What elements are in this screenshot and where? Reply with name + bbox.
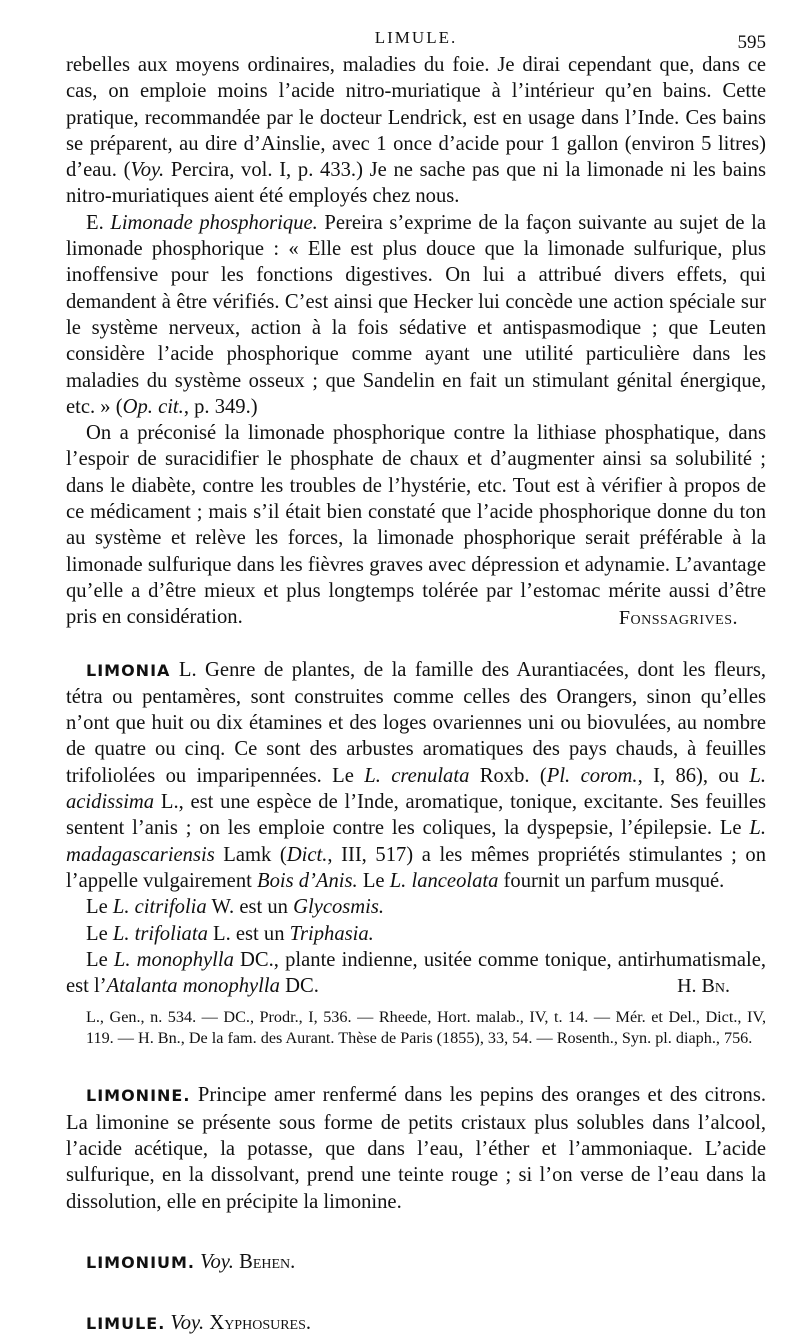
paragraph-continued: rebelles aux moyens ordinaires, maladies du foie. Je dirai cependant que, dans ce cas, on emploie moins l’acide nitro-muriatique à l’intérieur qu’en bains. Cette pratique, recommandée par le docteur Lendrick, est en usage dans l’Inde. Ces bains se préparent, au dire d’Ainslie, avec 1 once d’acide pour 1 gallon (environ 5 litres) d’eau. (Voy. Percira, vol. I, p. 433.) Je ne sache pas que ni la limonade ni les bains nitro-muriatiques aient été employés chez nous. bbox=[66, 54, 766, 208]
entry-limonium bbox=[66, 1249, 766, 1276]
entry-head-limonine: LIMONINE. bbox=[86, 1086, 191, 1106]
running-title: LIMULE. bbox=[374, 28, 458, 47]
page bbox=[66, 22, 766, 1337]
limonia-citrifolia-line: Le L. citrifolia W. est un Glycosmis. bbox=[86, 896, 385, 919]
references-limonia bbox=[66, 1007, 766, 1048]
limule-line bbox=[66, 1310, 766, 1337]
xref-behen: Behen. bbox=[239, 1250, 296, 1273]
paragraph-lithiase: On a préconisé la limonade phosphorique contre la lithiase phosphatique, dans l’espoir de suracidifier le phosphate de chaux et d’augmenter ainsi sa solubilité ; dans le diabète, contre les troubles de l’hystérie, etc. Tout est à vérifier à propos de ce médicament ; mais s’il était bien constaté que l’acide phosphorique donne du ton au système et relève les forces, la limonade phosphorique serait préférable à la limonade sulfurique dans les fièvres graves avec dépression et adynamie. L’avantage qu’elle a d’être mieux et plus longtemps tolérée par l’estomac mérite aussi d’être pris en considération. bbox=[66, 422, 766, 629]
limonia-monophylla-line: Le L. monophylla DC., plante indienne, usitée comme tonique, antirhumatismale, est l’Atalanta monophylla DC. bbox=[66, 948, 766, 998]
page-number: 595 bbox=[737, 32, 766, 53]
limonia-trifoliata-line: Le L. trifoliata L. est un Triphasia. bbox=[86, 922, 374, 945]
entry-limonine bbox=[66, 1082, 766, 1214]
voy-limonium: Voy. bbox=[200, 1250, 234, 1273]
entry-head-limule: LIMULE. bbox=[86, 1314, 166, 1334]
signature-fonssagrives: Fonssagrives. bbox=[618, 606, 738, 629]
paragraph-limonade-phosphorique: E. Limonade phosphorique. Pereira s’exprime de la façon suivante au sujet de la limonade phosphorique : « Elle est plus douce que la limonade sulfurique, plus inoffensive pour les fonctions digestives. On lui a attribué divers effets, qui demandent à être vérifiés. C’est ainsi que Hecker lui concède une action spéciale sur le système nerveux, action à la fois sédative et antispasmodique ; que Leuten considère l’acide phosphorique comme ayant une utilité particulière dans les maladies du système osseux ; que Sandelin en fait un stimulant génital énergique, etc. » (Op. cit., p. 349.) bbox=[66, 211, 766, 418]
entry-head-limonium: LIMONIUM. bbox=[86, 1252, 196, 1272]
references-text: L., Gen., n. 534. — DC., Prodr., I, 536. — Rheede, Hort. malab., IV, t. 14. — Mér. et Del., Dict., IV, 119. — H. Bn., De la fam. des Aurant. Thèse de Paris (1855), 33, 54. — Rosenth., Syn. pl. diaph., 756. bbox=[86, 1008, 766, 1047]
entry-head-limonia: LIMONIA bbox=[86, 660, 171, 680]
signature-h-bn: H. Bn. bbox=[677, 975, 730, 998]
running-header bbox=[66, 22, 766, 52]
entry-limule bbox=[66, 1310, 766, 1337]
limonium-line bbox=[66, 1249, 766, 1276]
limonia-paragraph: LIMONIA L. Genre de plantes, de la famille des Aurantiacées, dont les fleurs, tétra ou pentamères, sont construites comme celles des Orangers, sinon qu’elles n’ont que huit ou dix étamines et des loges ovariennes uni ou biovulées, au nombre de quatre ou cinq. Ce sont des arbustes aromatiques des pays chauds, à feuilles trifoliolées ou imparipennées. Le L. crenulata Roxb. (Pl. corom., I, 86), ou L. acidissima L., est une espèce de l’Inde, aromatique, tonique, excitante. Ses feuilles sentent l’anis ; on les emploie contre les coliques, la dyspepsie, l’épilepsie. Le L. madagascariensis Lamk (Dict., III, 517) a les mêmes propriétés stimulantes ; on l’appelle vulgairement Bois d’Anis. Le L. lanceolata fournit un parfum musqué. bbox=[66, 658, 766, 892]
entry-limonia bbox=[66, 657, 766, 1049]
voy-limule: Voy. bbox=[170, 1312, 205, 1335]
limonine-paragraph: LIMONINE. Principe amer renfermé dans les pepins des oranges et des citrons. La limonine se présente sous forme de petits cristaux plus solubles dans l’alcool, l’acide acétique, la potasse, que dans l’eau, l’éther et l’ammoniaque. L’acide sulfurique, en la dissolvant, prend une teinte rouge ; si l’on verse de l’eau dans la dissolution, elle en précipite la limonine. bbox=[66, 1084, 766, 1213]
xref-xyphosures: Xyphosures. bbox=[209, 1312, 312, 1335]
